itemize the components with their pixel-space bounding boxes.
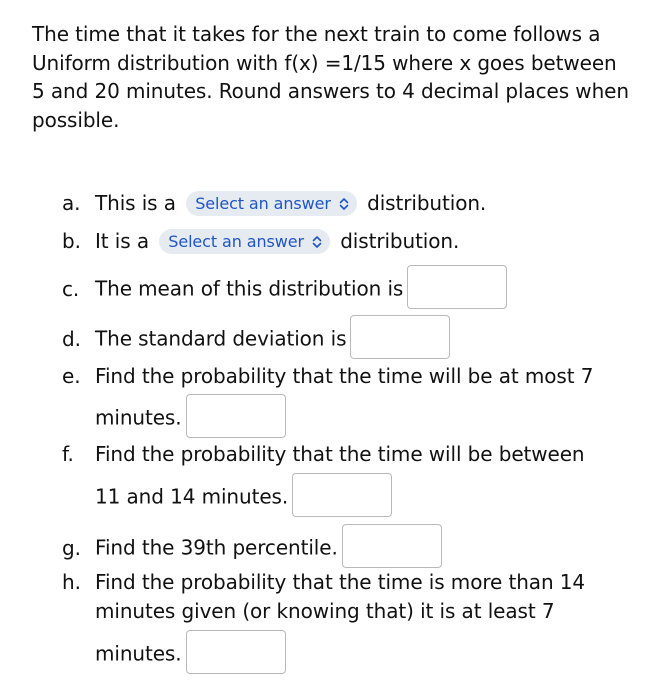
question-f — [62, 435, 585, 473]
question-b-letter: b. — [62, 229, 81, 253]
problem-line-3: 5 and 20 minutes. Round answers to 4 decimal places when — [32, 79, 629, 103]
question-h-line-1: Find the probability that the time is more than 14 — [95, 570, 586, 594]
question-b-text-before: It is a — [95, 229, 149, 253]
question-g-letter: g. — [62, 535, 81, 560]
question-d-letter: d. — [62, 326, 81, 351]
question-h-line-3: minutes. — [95, 641, 182, 666]
percentile-39-input[interactable] — [342, 524, 442, 568]
question-b — [62, 222, 459, 260]
question-e-line-1: Find the probability that the time will be at most 7 — [95, 364, 594, 388]
problem-line-1: The time that it takes for the next train to come follows a — [32, 22, 601, 46]
conditional-prob-input[interactable] — [186, 630, 286, 674]
up-down-chevron-icon — [339, 197, 349, 211]
up-down-chevron-icon — [312, 235, 322, 249]
question-c-text: The mean of this distribution is — [95, 276, 404, 301]
question-f-continued — [95, 476, 392, 520]
problem-line-2: Uniform distribution with f(x) =1/15 where x goes between — [32, 50, 617, 75]
question-f-letter: f. — [62, 442, 74, 466]
question-b-text-after: distribution. — [340, 229, 460, 253]
prob-at-most-7-input[interactable] — [186, 394, 286, 438]
question-f-line-1: Find the probability that the time will be between — [95, 442, 585, 466]
question-c-letter: c. — [62, 276, 80, 301]
question-b-select[interactable] — [159, 229, 330, 254]
question-d-text: The standard deviation is — [95, 326, 347, 351]
question-h-continued — [95, 633, 286, 677]
question-h-letter: h. — [62, 570, 81, 594]
question-a-select[interactable] — [186, 191, 357, 216]
problem-statement — [32, 20, 632, 134]
question-e — [62, 357, 593, 395]
question-e-line-2: minutes. — [95, 405, 182, 430]
std-dev-answer-input[interactable] — [350, 315, 450, 359]
question-f-line-2: 11 and 14 minutes. — [95, 484, 289, 509]
question-b-select-label: Select an answer — [168, 232, 304, 251]
question-a-text-before: This is a — [95, 191, 176, 215]
problem-line-4: possible. — [32, 107, 120, 132]
question-c — [62, 268, 507, 312]
question-d — [62, 318, 450, 362]
question-g-text: Find the 39th percentile. — [95, 535, 338, 560]
question-e-letter: e. — [62, 364, 81, 388]
question-h-line-2: minutes given (or knowing that) it is at least 7 — [95, 599, 555, 623]
question-a-select-label: Select an answer — [195, 194, 331, 213]
question-a-text-after: distribution. — [367, 191, 487, 215]
question-h-line-2-row — [95, 592, 554, 630]
prob-between-11-14-input[interactable] — [292, 473, 392, 517]
question-a — [62, 184, 486, 222]
mean-answer-input[interactable] — [407, 265, 507, 309]
question-a-letter: a. — [62, 191, 81, 215]
